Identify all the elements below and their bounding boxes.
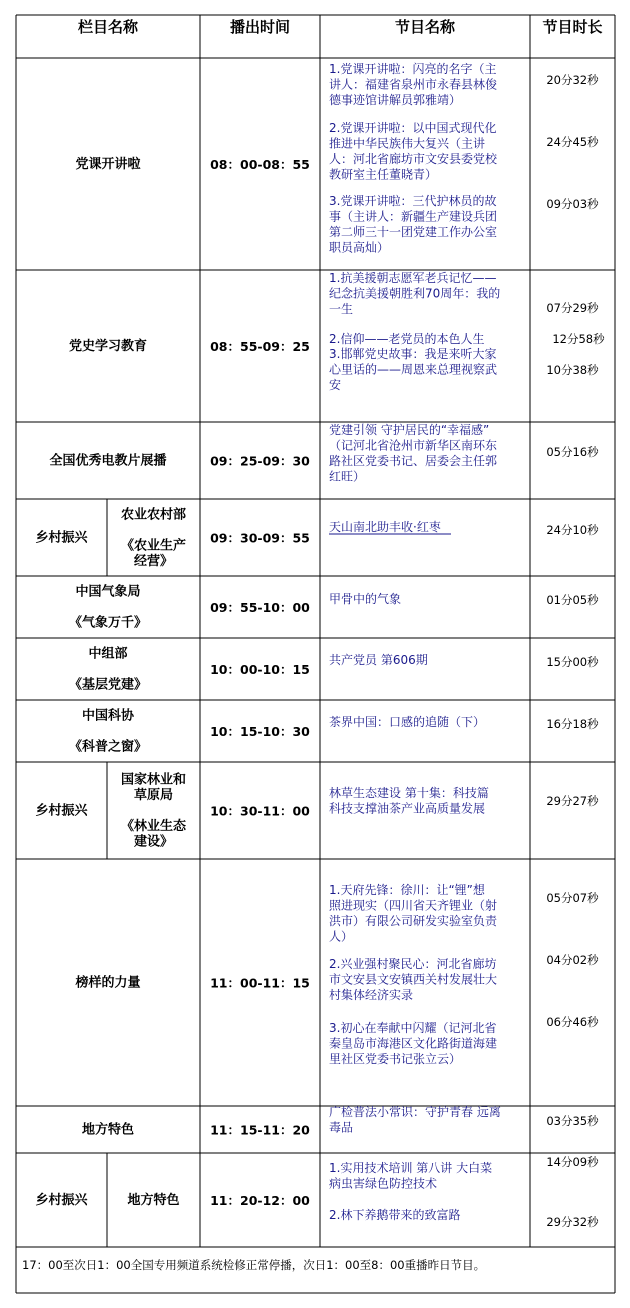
table-content	[22, 18, 605, 1272]
header-time: 播出时间	[229, 18, 291, 36]
program-title: 1.天府先锋：徐川：让“锂”想	[329, 883, 485, 897]
program-title: （记河北省沧州市新华区南环东	[329, 438, 498, 453]
broadcast-time: 11：15-11：20	[210, 1122, 310, 1138]
broadcast-time: 08：00-08：55	[210, 157, 310, 172]
program-duration: 14分09秒	[546, 1155, 599, 1169]
program-title: 2.兴业强村聚民心：河北省廊坊	[329, 957, 497, 971]
footer-note: 17：00至次日1：00全国专用频道系统检修正常停播，次日1：00至8：00重播昨日节目。	[22, 1258, 486, 1272]
program-duration: 20分32秒	[546, 73, 599, 87]
category-label: 《气象万千》	[68, 615, 148, 631]
broadcast-time: 09：55-10：00	[210, 600, 310, 615]
program-title: 秦皇岛市海港区文化路街道海建	[329, 1036, 498, 1051]
program-duration: 07分29秒	[546, 301, 599, 315]
subcategory-label: 《林业生态	[120, 819, 187, 834]
category-label: 乡村振兴	[35, 1193, 88, 1208]
subcategory-label: 建设》	[133, 834, 174, 850]
program-title: 3.党课开讲啦：三代护林员的故	[329, 194, 497, 208]
program-duration: 06分46秒	[546, 1015, 599, 1029]
program-title: 职员高灿）	[329, 240, 390, 255]
category-label: 《科普之窗》	[68, 739, 148, 755]
program-title: 照进现实（四川省天齐锂业（射	[329, 898, 498, 913]
program-title: 心里话的——周恩来总理视察武	[329, 362, 498, 377]
subcategory-label: 地方特色	[127, 1193, 180, 1208]
program-duration: 12分58秒	[552, 332, 605, 346]
program-title: 2.林下养鹅带来的致富路	[329, 1208, 461, 1222]
header-duration: 节目时长	[542, 18, 603, 36]
program-title: 推进中华民族伟大复兴（主讲	[329, 136, 486, 151]
category-label: 乡村振兴	[35, 530, 88, 546]
program-title: 广检普法小常识：守护青春 远离	[329, 1105, 501, 1119]
subcategory-label: 国家林业和	[120, 772, 187, 788]
program-title: 1.党课开讲啦：闪亮的名字（主	[329, 62, 497, 76]
program-title: 茶界中国：口感的追随（下）	[329, 715, 486, 729]
category-label: 中组部	[88, 646, 128, 662]
program-title: 甲骨中的气象	[329, 592, 402, 606]
subcategory-label: 农业农村部	[120, 507, 187, 523]
broadcast-time: 08：55-09：25	[210, 339, 310, 354]
program-title: 林草生态建设 第十集：科技篇	[329, 786, 489, 800]
program-duration: 04分02秒	[546, 953, 599, 967]
program-duration: 15分00秒	[546, 655, 599, 669]
program-title: 德事迹馆讲解员郭雅靖）	[329, 93, 462, 107]
program-title: 村集体经济实录	[329, 988, 414, 1002]
program-title: 2.党课开讲啦：以中国式现代化	[329, 121, 497, 135]
program-title: 科技支撑油茶产业高质量发展	[329, 801, 486, 816]
broadcast-time: 10：15-10：30	[210, 724, 310, 739]
broadcast-time: 10：00-10：15	[210, 662, 310, 677]
program-title: 安	[329, 378, 342, 392]
broadcast-time: 10：30-11：00	[210, 803, 310, 819]
program-title: 3.邯郸党史故事：我是来听大家	[329, 347, 497, 361]
subcategory-label: 经营》	[133, 553, 174, 569]
program-duration: 24分10秒	[546, 523, 599, 537]
program-title: 病虫害绿色防控技术	[329, 1176, 438, 1191]
program-title: 2.信仰——老党员的本色人生	[329, 332, 485, 346]
header-program: 节目名称	[394, 18, 456, 36]
program-duration: 03分35秒	[546, 1114, 599, 1128]
category-label: 地方特色	[81, 1122, 135, 1138]
program-title: 里社区党委书记张立云）	[329, 1052, 462, 1066]
broadcast-time: 09：25-09：30	[210, 453, 310, 469]
broadcast-time: 11：20-12：00	[210, 1193, 310, 1208]
program-title: 洪市）有限公司研发实验室负责	[329, 914, 498, 928]
category-label: 全国优秀电教片展播	[49, 453, 167, 469]
program-title: 毒品	[329, 1120, 354, 1135]
program-title: 红旺）	[329, 469, 366, 484]
program-title: 纪念抗美援朝胜利70周年：我的	[329, 286, 501, 301]
program-title: 第二师三十一团党建工作办公室	[329, 225, 498, 239]
program-title: 人）	[329, 929, 354, 944]
program-title: 共产党员 第606期	[329, 653, 428, 667]
program-title: 事（主讲人：新疆生产建设兵团	[329, 209, 498, 224]
program-title: 讲人：福建省泉州市永春县林俊	[329, 77, 498, 92]
program-title: 市文安县文安镇西关村发展壮大	[329, 972, 498, 987]
category-label: 榜样的力量	[75, 975, 141, 991]
program-duration: 16分18秒	[546, 717, 599, 731]
program-title: 1.实用技术培训 第八讲 大白菜	[329, 1161, 493, 1175]
broadcast-time: 11：00-11：15	[210, 975, 310, 991]
category-label: 党课开讲啦	[75, 157, 141, 172]
program-title: 一生	[329, 302, 354, 316]
program-duration: 29分27秒	[546, 794, 599, 808]
program-duration: 10分38秒	[546, 363, 599, 377]
program-duration: 29分32秒	[546, 1215, 599, 1229]
program-duration: 09分03秒	[546, 197, 599, 211]
program-title: 人：河北省廊坊市文安县委党校	[329, 152, 498, 166]
category-label: 《基层党建》	[68, 677, 148, 693]
program-title: 教研室主任董晓青）	[329, 167, 438, 182]
program-duration: 24分45秒	[546, 135, 599, 149]
program-title: 1.抗美援朝志愿军老兵记忆——	[329, 271, 497, 285]
category-label: 党史学习教育	[68, 339, 148, 354]
subcategory-label: 《农业生产	[120, 538, 187, 554]
category-label: 乡村振兴	[35, 803, 88, 819]
header-column: 栏目名称	[77, 18, 139, 36]
category-label: 中国科协	[81, 708, 135, 724]
program-duration: 01分05秒	[546, 593, 599, 607]
program-title: 路社区党委书记、居委会主任郭	[329, 454, 498, 468]
program-duration: 05分07秒	[546, 891, 599, 905]
category-label: 中国气象局	[75, 584, 141, 600]
program-duration: 05分16秒	[546, 445, 599, 459]
program-title: 党建引领 守护居民的“幸福感”	[329, 423, 490, 437]
subcategory-label: 草原局	[133, 788, 174, 803]
program-title: 天山南北助丰收·红枣	[329, 520, 441, 534]
broadcast-time: 09：30-09：55	[210, 530, 310, 546]
program-title: 3.初心在奉献中闪耀（记河北省	[329, 1021, 497, 1035]
